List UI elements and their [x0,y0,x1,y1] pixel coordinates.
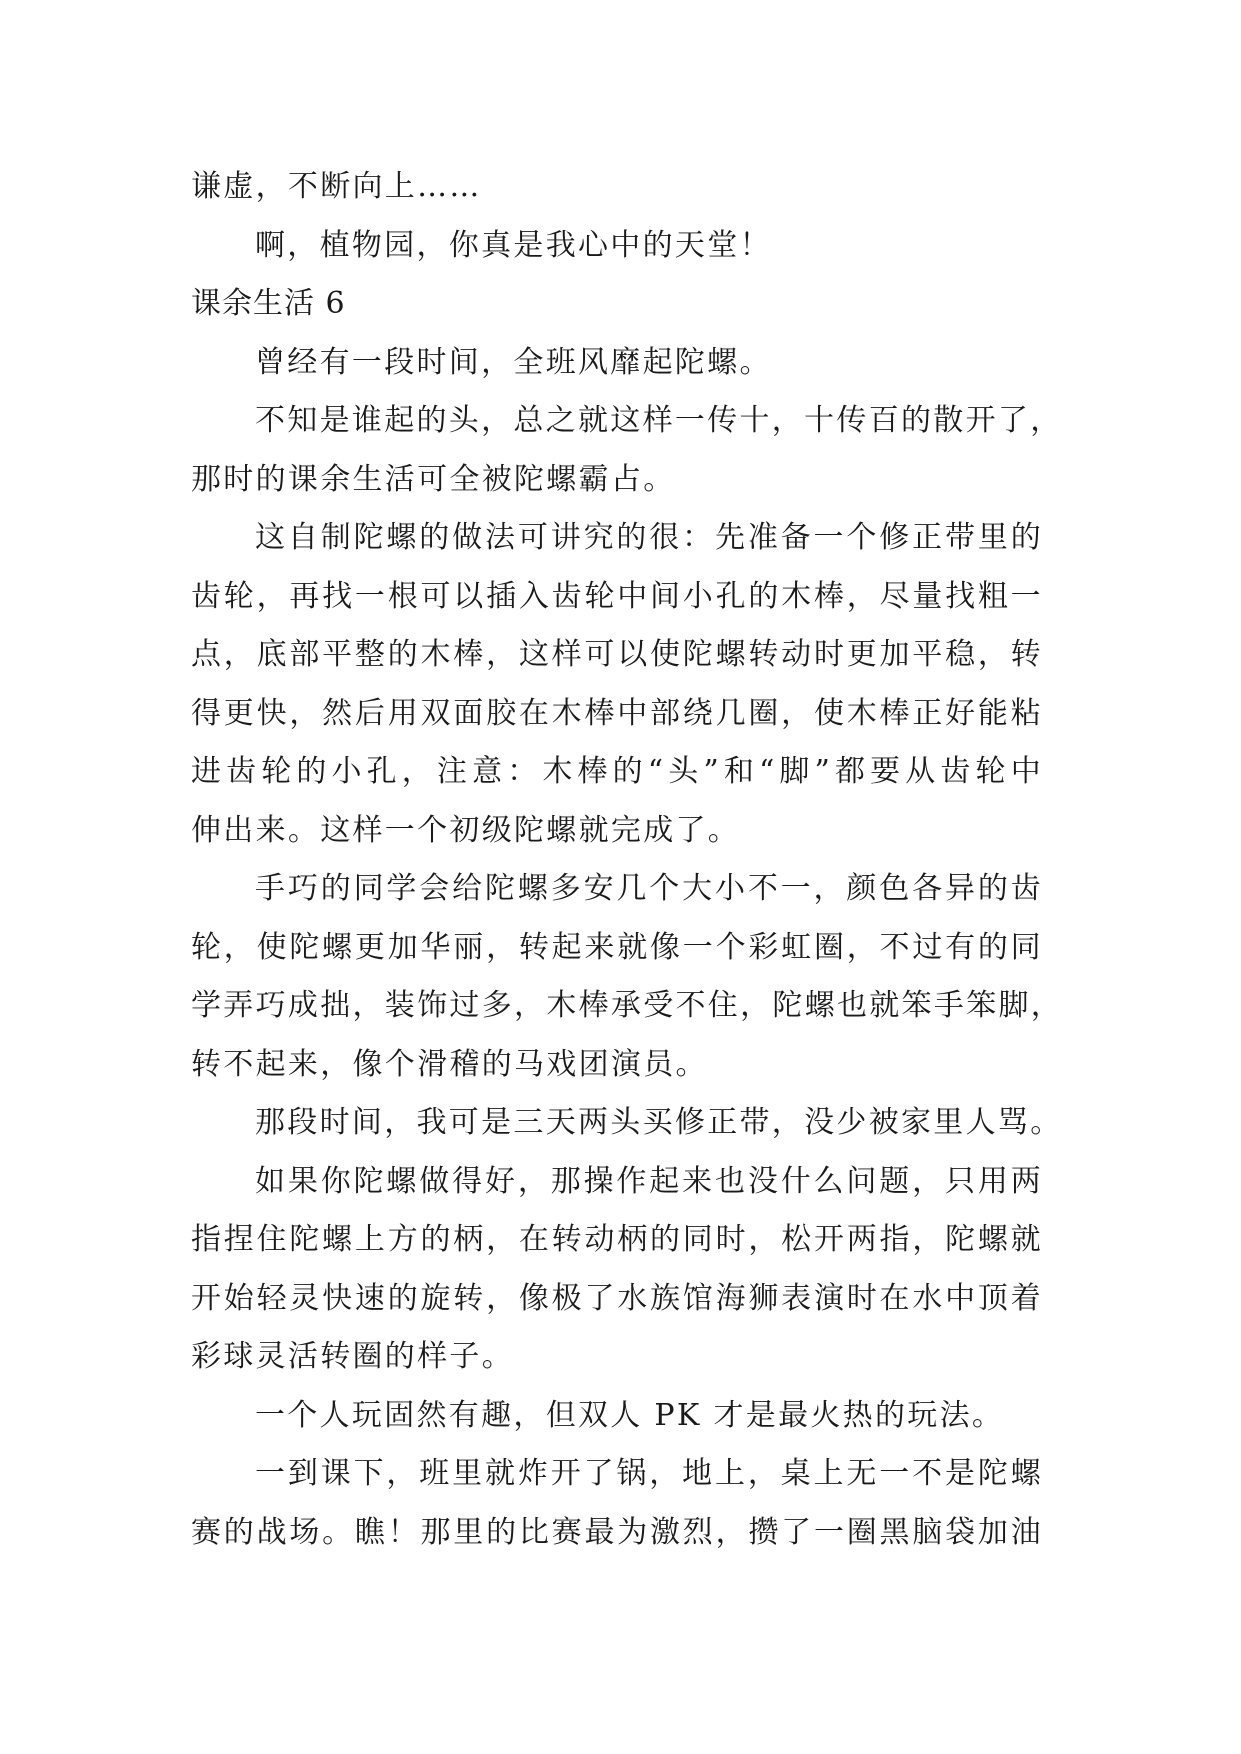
paragraph-first-line: 曾经有一段时间，全班风靡起陀螺。 [255,344,772,380]
section-heading: 课余生活 6 [191,286,346,321]
paragraph-last-line: 那时的课余生活可全被陀螺霸占。 [191,461,676,497]
paragraph-line: 赛的战场。瞧！那里的比赛最为激烈，攒了一圈黑脑袋加油 [191,1514,1043,1550]
paragraph-last-line: 彩球灵活转圈的样子。 [191,1339,514,1374]
paragraph-line: 学弄巧成拙，装饰过多，木棒承受不住，陀螺也就笨手笨脚， [191,988,1064,1023]
paragraph-first-line: 这自制陀螺的做法可讲究的很：先准备一个修正带里的 [255,520,1043,555]
paragraph-line: 轮，使陀螺更加华丽，转起来就像一个彩虹圈，不过有的同 [191,929,1043,965]
paragraph-last-line: 转不起来，像个滑稽的马戏团演员。 [191,1046,708,1082]
paragraph-first-line: 一个人玩固然有趣，但双人 PK 才是最火热的玩法。 [255,1397,1005,1433]
paragraph-line: 开始轻灵快速的旋转，像极了水族馆海狮表演时在水中顶着 [191,1280,1043,1316]
paragraph-line: 齿轮，再找一根可以插入齿轮中间小孔的木棒，尽量找粗一 [191,578,1043,614]
document-body [191,158,1064,1562]
paragraph-first-line: 那段时间，我可是三天两头买修正带，没少被家里人骂。 [255,1105,1063,1140]
paragraph-line: 指捏住陀螺上方的柄，在转动柄的同时，松开两指，陀螺就 [191,1222,1043,1257]
paragraph-line: 得更快，然后用双面胶在木棒中部绕几圈，使木棒正好能粘 [191,695,1043,731]
paragraph-first-line: 如果你陀螺做得好，那操作起来也没什么问题，只用两 [255,1163,1043,1199]
paragraph-first-line: 不知是谁起的头，总之就这样一传十，十传百的散开了， [255,403,1063,438]
paragraph-first-line: 一到课下，班里就炸开了锅，地上，桌上无一不是陀螺 [255,1456,1043,1491]
paragraph-line: 进齿轮的小孔，注意：木棒的“头”和“脚”都要从齿轮中 [191,754,1043,789]
paragraph-last-line: 伸出来。这样一个初级陀螺就完成了。 [191,812,741,848]
paragraph-line: 点，底部平整的木棒，这样可以使陀螺转动时更加平稳，转 [191,637,1043,672]
paragraph-first-line: 啊，植物园，你真是我心中的天堂！ [255,227,772,263]
paragraph-first-line: 手巧的同学会给陀螺多安几个大小不一，颜色各异的齿 [255,871,1043,906]
paragraph-last-line: 谦虚，不断向上…… [191,169,482,204]
